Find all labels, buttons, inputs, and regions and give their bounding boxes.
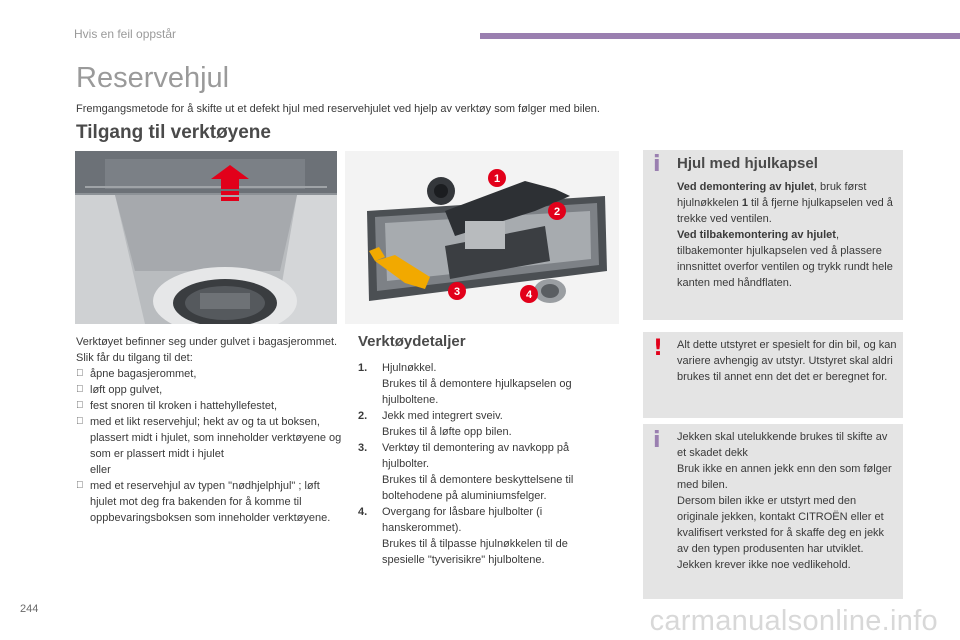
list-item: med et likt reservehjul; hekt av og ta ut boksen, plassert midt i hjulet, som inneholder verktøyene og som er plassert midt i hjulet [76,414,346,462]
access-line: Slik får du tilgang til det: [76,352,193,364]
jack-text: Jekken skal utelukkende brukes til skifte av et skadet dekk Bruk ikke en annen jekk enn den som følger med bilen. Dersom bilen ikke er utstyrt med den originale jekken, kontakt CITROËN eller et kvalifisert verksted for å skaffe deg en jekk av den typen produsenten har utviklet. Jekken krever ikke noe vedlikehold. [677,431,892,571]
list-item: fest snoren til kroken i hattehyllefestet, [76,398,346,414]
info-icon: i [653,428,661,453]
warning-icon: ! [653,336,664,361]
list-item: 3. Verktøy til demontering av navkopp på hjulbolter. Brukes til å demontere beskyttelsene til boltehodene på aluminiumsfelger. [358,442,574,502]
checkbox-bullet-icon [76,478,86,494]
callout-label-3: 3 [453,286,461,298]
hubcap-heading: Hjul med hjulkapsel [677,155,818,172]
hubcap-text: Ved demontering av hjulet, bruk først hjulnøkkelen 1 til å fjerne hjulkapselen ved å trekke ved ventilen. Ved tilbakemontering av hjulet, tilbakemonter hjulkapselen ved å plassere innsnittet overfor ventilen og trykk rundt hele kanten med håndflaten. [677,181,893,289]
page-title: Reservehjul [76,62,230,94]
trunk-illustration [75,151,337,324]
jack-info-box [643,424,903,599]
callout-label-1: 1 [493,173,501,185]
tools-drawing [345,151,619,324]
tools-heading: Verktøydetaljer [358,333,466,350]
header-accent-bar [480,33,960,39]
checkbox-bullet-icon [76,398,86,414]
section-title: Tilgang til verktøyene [76,122,271,143]
page-number: 244 [20,603,39,615]
list-item: 1. Hjulnøkkel. Brukes til å demontere hjulkapselen og hjulboltene. [358,362,572,406]
access-instructions [76,334,346,526]
info-icon: i [653,152,661,177]
callout-label-2: 2 [553,206,561,218]
list-item: løft opp gulvet, [76,382,346,398]
warning-box [643,332,903,418]
hubcap-info-box [643,150,903,320]
checkbox-bullet-icon [76,382,86,398]
section-header-label: Hvis en feil oppstår [74,27,177,41]
list-item: 4. Overgang for låsbare hjulbolter (i hanskerommet). Brukes til å tilpasse hjulnøkkelen til de spesielle "tyverisikre" hjulboltene. [358,506,568,566]
intro-text: Fremgangsmetode for å skifte ut et defekt hjul med reservehjulet ved hjelp av verktøy som følger med bilen. [76,103,600,115]
warning-text: Alt dette utstyret er spesielt for din bil, og kan variere avhengig av utstyr. Utstyret skal aldri brukes til annet enn det det er beregnet for. [677,339,897,383]
list-item: med et reservehjul av typen "nødhjelphjul" ; løft hjulet mot deg fra bakenden for å komme til oppbevaringsboksen som inneholder verktøyene. [76,478,346,526]
tools-list [358,360,608,568]
checkbox-bullet-icon [76,366,86,382]
access-line: Verktøyet befinner seg under gulvet i bagasjerommet. [76,336,338,348]
list-item: åpne bagasjerommet, [76,366,346,382]
list-item: 2. Jekk med integrert sveiv. Brukes til å løfte opp bilen. [358,410,512,438]
trunk-drawing [75,151,337,324]
or-text: eller [90,464,111,476]
checkbox-bullet-icon [76,414,86,430]
watermark: carmanualsonline.info [649,605,938,637]
tools-illustration [345,151,619,324]
callout-label-4: 4 [525,289,533,301]
